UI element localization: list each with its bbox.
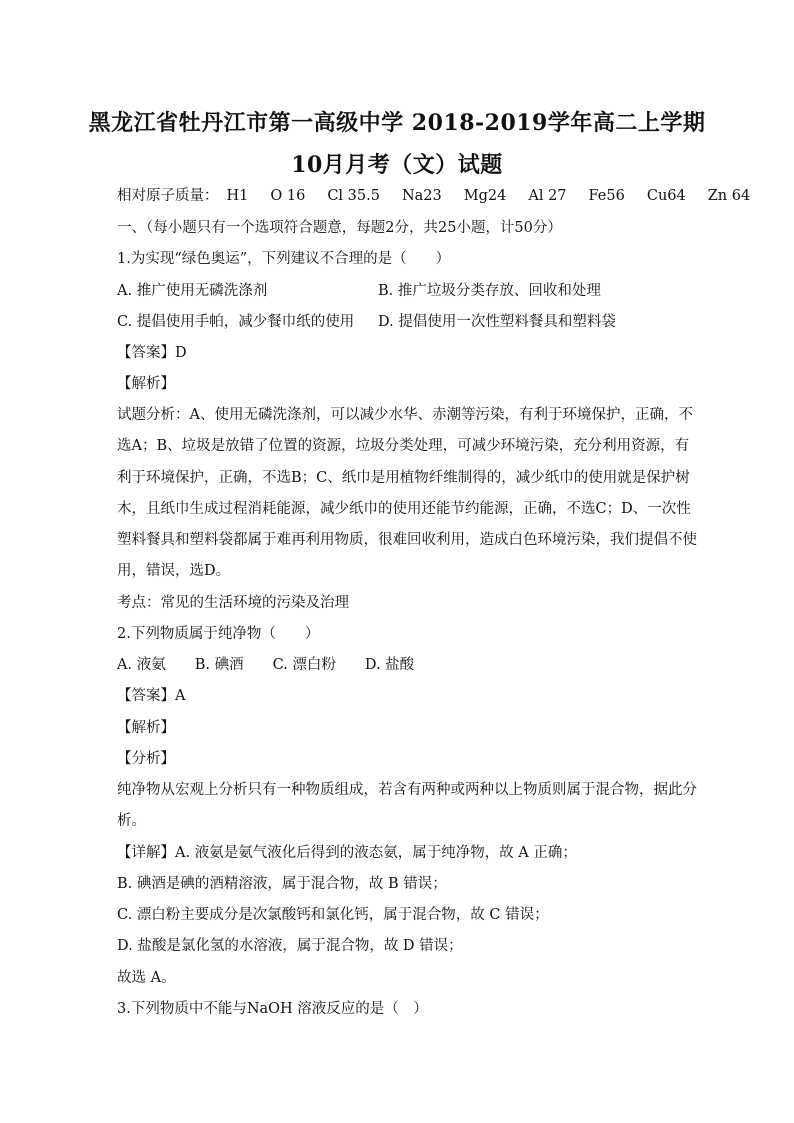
atomic-mass-item: Zn 64 — [707, 188, 751, 204]
question-1-analysis-line: 选A；B、垃圾是放错了位置的资源，垃圾分类处理，可减少环境污染，充分利用资源，有 — [117, 438, 690, 454]
section-heading: 一、（每小题只有一个选项符合题意，每题2分，共25小题，计50分） — [117, 220, 562, 236]
question-2-answer: 【答案】A — [117, 688, 186, 704]
question-1-analysis-line: 用，错误，选D。 — [117, 563, 231, 579]
question-1-options-row-2 — [117, 312, 679, 332]
question-2-detail-line: D. 盐酸是氯化氢的水溶液，属于混合物，故 D 错误； — [117, 938, 463, 954]
atomic-mass-item: H1 — [226, 188, 249, 204]
title-line-1: 黑龙江省牡丹江市第一高级中学 2018-2019学年高二上学期 — [88, 110, 706, 136]
option-c: C. 提倡使用手帕，减少餐巾纸的使用 — [117, 314, 355, 330]
atomic-mass-item: Cl 35.5 — [327, 188, 380, 204]
atomic-mass-item: O 16 — [270, 188, 306, 204]
question-1-answer: 【答案】D — [117, 345, 187, 361]
question-2-fenxi-line: 析。 — [117, 813, 146, 829]
atomic-mass-label: 相对原子质量： — [117, 188, 219, 204]
option-a: A. 推广使用无磷洗涤剂 — [117, 283, 268, 299]
question-2-stem: 2.下列物质属于纯净物（ ） — [117, 626, 320, 642]
question-1-analysis-line: 利于环境保护，正确，不选B；C、纸巾是用植物纤维制得的，减少纸巾的使用就是保护树 — [117, 470, 690, 486]
question-1-analysis-label: 【解析】 — [117, 376, 175, 392]
question-2-options: A. 液氨 B. 碘酒 C. 漂白粉 D. 盐酸 — [117, 657, 415, 673]
question-3-stem: 3.下列物质中不能与NaOH 溶液反应的是（ ） — [117, 1001, 428, 1017]
question-2-detail-line: 【详解】A. 液氨是氨气液化后得到的液态氨，属于纯净物，故 A 正确； — [117, 845, 577, 861]
question-1-analysis-line: 木，且纸巾生成过程消耗能源，减少纸巾的使用还能节约能源，正确，不选C；D、一次性 — [117, 501, 691, 517]
atomic-mass-item: Fe56 — [588, 188, 625, 204]
question-2-detail-line: 故选 A。 — [117, 970, 176, 986]
atomic-mass-line — [117, 186, 751, 206]
atomic-mass-item: Na23 — [401, 188, 442, 204]
option-d: D. 提倡使用一次性塑料餐具和塑料袋 — [378, 314, 616, 330]
question-1-kaodian: 考点：常见的生活环境的污染及治理 — [117, 595, 349, 611]
question-1-analysis-line: 试题分析：A、使用无磷洗涤剂，可以减少水华、赤潮等污染，有利于环境保护，正确，不 — [117, 407, 693, 423]
question-2-detail-line: B. 碘酒是碘的酒精溶液，属于混合物，故 B 错误； — [117, 876, 447, 892]
atomic-mass-item: Cu64 — [646, 188, 686, 204]
option-b: B. 推广垃圾分类存放、回收和处理 — [378, 283, 601, 299]
atomic-mass-item: Al 27 — [528, 188, 567, 204]
question-1-stem: 1.为实现“绿色奥运”，下列建议不合理的是（ ） — [117, 251, 451, 267]
question-2-detail-line: C. 漂白粉主要成分是次氯酸钙和氯化钙，属于混合物，故 C 错误； — [117, 907, 549, 923]
question-1-options-row-1 — [117, 281, 679, 301]
question-2-fenxi-line: 纯净物从宏观上分析只有一种物质组成，若含有两种或两种以上物质则属于混合物，据此分 — [117, 782, 697, 798]
question-2-fenxi-label: 【分析】 — [117, 751, 175, 767]
question-1-analysis-line: 塑料餐具和塑料袋都属于难再利用物质，很难回收利用，造成白色环境污染，我们提倡不使 — [117, 532, 697, 548]
atomic-mass-item: Mg24 — [463, 188, 507, 204]
title-line-2: 10月月考（文）试题 — [291, 152, 503, 178]
question-2-analysis-label: 【解析】 — [117, 720, 175, 736]
